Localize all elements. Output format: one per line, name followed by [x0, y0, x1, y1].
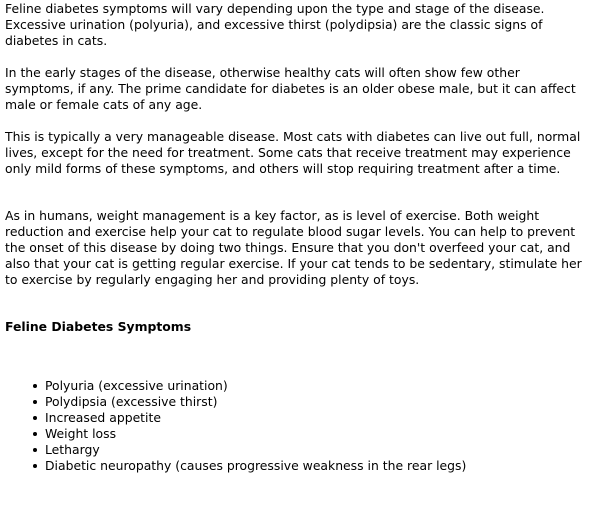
- list-item: Polydipsia (excessive thirst): [45, 394, 591, 410]
- section-heading: Feline Diabetes Symptoms: [5, 319, 192, 334]
- paragraph-weight-management: As in humans, weight management is a key factor, as is level of exercise. Both weight reduction and exercise help your cat to regulate blood sugar levels. You can help to prevent the onset of this disease by doing two things. Ensure that you don't overfeed your cat, and also that your cat is getting regular exercise. If your cat tends to be sedentary, stimulate her to exercise by regularly engaging her and providing plenty of toys.: [5, 208, 582, 287]
- list-item: Increased appetite: [45, 410, 591, 426]
- paragraph-early-stages: In the early stages of the disease, otherwise healthy cats will often show few other symptoms, if any. The prime candidate for diabetes is an older obese male, but it can affect male or female cats of any age.: [5, 65, 576, 112]
- list-item: Polyuria (excessive urination): [45, 378, 591, 394]
- list-item: Lethargy: [45, 442, 591, 458]
- list-item: Weight loss: [45, 426, 591, 442]
- article-content: [5, 1, 591, 474]
- paragraph-manageable-disease: This is typically a very manageable disease. Most cats with diabetes can live out full, normal lives, except for the need for treatment. Some cats that receive treatment may experience only mild forms of these symptoms, and others will stop requiring treatment after a time.: [5, 129, 581, 176]
- paragraph-symptoms-overview: Feline diabetes symptoms will vary depending upon the type and stage of the disease. Excessive urination (polyuria), and excessive thirst (polydipsia) are the classic signs of diabetes in cats.: [5, 1, 545, 48]
- list-item: Diabetic neuropathy (causes progressive weakness in the rear legs): [45, 458, 591, 474]
- symptoms-list: [5, 378, 591, 474]
